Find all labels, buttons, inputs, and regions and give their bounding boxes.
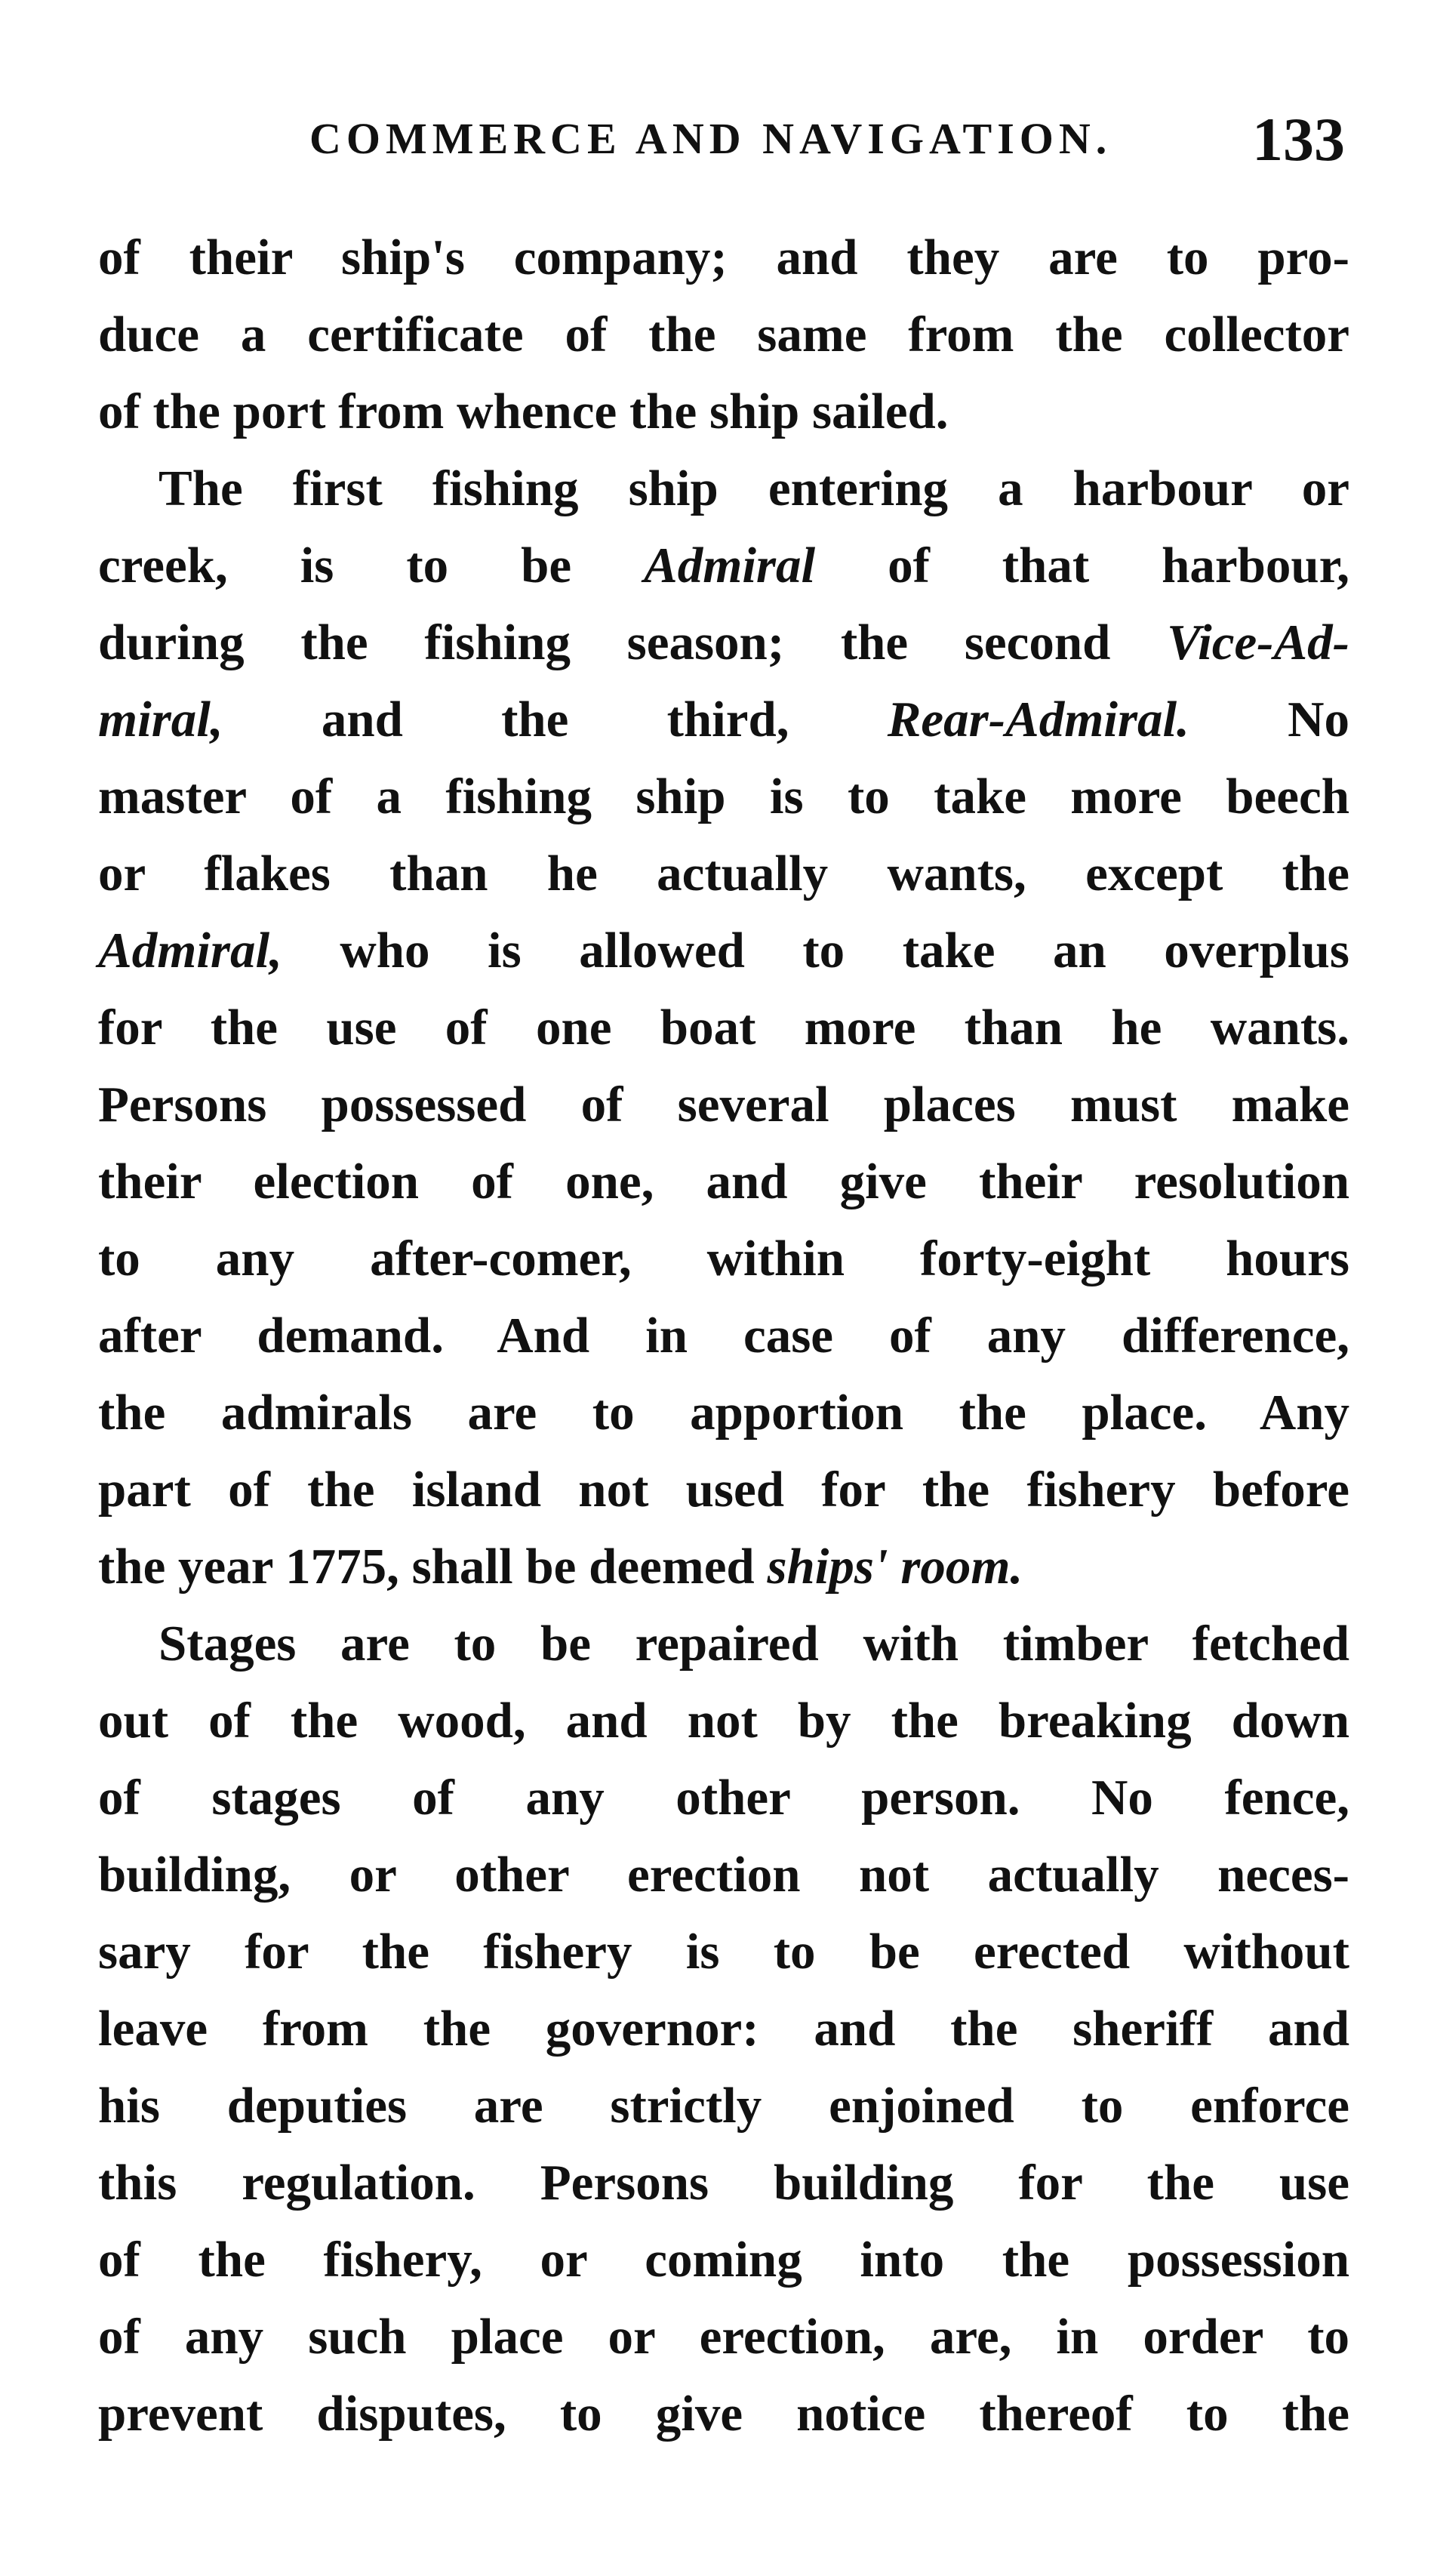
text-line: for the use of one boat more than he wants. <box>98 1000 1349 1055</box>
text-line <box>98 604 1349 681</box>
text-line <box>98 527 1349 604</box>
body-text <box>98 219 1349 2452</box>
text-line: their election of one, and give their resolution <box>98 1154 1349 1209</box>
text-run: during the fishing season; the second <box>98 615 1168 670</box>
text-line: building, or other erection not actually neces- <box>98 1847 1349 1903</box>
text-line: of the fishery, or coming into the possession <box>98 2232 1349 2288</box>
text-line: to any after-comer, within forty-eight hours <box>98 1231 1349 1286</box>
text-line: sary for the fishery is to be erected without <box>98 1924 1349 1980</box>
text-line: part of the island not used for the fishery before <box>98 1462 1349 1518</box>
running-title: COMMERCE AND NAVIGATION. <box>309 114 1112 163</box>
text-line: after demand. And in case of any difference, <box>98 1308 1349 1363</box>
italic-term: Vice-Ad- <box>1167 615 1349 670</box>
text-line: of stages of any other person. No fence, <box>98 1770 1349 1826</box>
text-run: who is allowed to take an overplus <box>282 923 1349 978</box>
text-run: the year 1775, shall be deemed <box>98 1539 768 1595</box>
text-run: No <box>1189 692 1349 747</box>
text-line <box>98 912 1349 989</box>
text-line: of the port from whence the ship sailed. <box>98 384 949 439</box>
text-line: The first fishing ship entering a harbour or <box>158 461 1349 516</box>
text-line: of any such place or erection, are, in order to <box>98 2309 1349 2365</box>
paragraph <box>98 219 1349 450</box>
text-line: or flakes than he actually wants, except the <box>98 846 1349 901</box>
text-line: master of a fishing ship is to take more beech <box>98 769 1349 824</box>
text-line: duce a certificate of the same from the collector <box>98 307 1349 362</box>
text-line: this regulation. Persons building for the use <box>98 2155 1349 2211</box>
text-line: prevent disputes, to give notice thereof to the <box>98 2386 1349 2442</box>
paragraph <box>98 1605 1349 2452</box>
italic-term: Admiral, <box>98 923 282 978</box>
paragraph <box>98 450 1349 1605</box>
italic-term: miral, <box>98 692 223 747</box>
text-line: of their ship's company; and they are to pro- <box>98 230 1349 285</box>
text-line: out of the wood, and not by the breaking down <box>98 1693 1349 1749</box>
italic-term: Admiral <box>644 538 816 593</box>
text-line <box>98 681 1349 758</box>
text-run: of that harbour, <box>815 538 1349 593</box>
text-line: his deputies are strictly enjoined to enforce <box>98 2078 1349 2134</box>
text-line: Stages are to be repaired with timber fetched <box>158 1616 1349 1672</box>
page-number: 133 <box>1252 105 1345 174</box>
italic-term: Rear-Admiral. <box>887 692 1189 747</box>
text-line: leave from the governor: and the sheriff and <box>98 2001 1349 2057</box>
text-line: Persons possessed of several places must make <box>98 1077 1349 1132</box>
text-run: creek, is to be <box>98 538 645 593</box>
text-run: and the third, <box>223 692 888 747</box>
text-line: the admirals are to apportion the place. Any <box>98 1385 1349 1441</box>
text-line <box>98 1528 1349 1605</box>
italic-term: ships' room. <box>767 1539 1023 1595</box>
